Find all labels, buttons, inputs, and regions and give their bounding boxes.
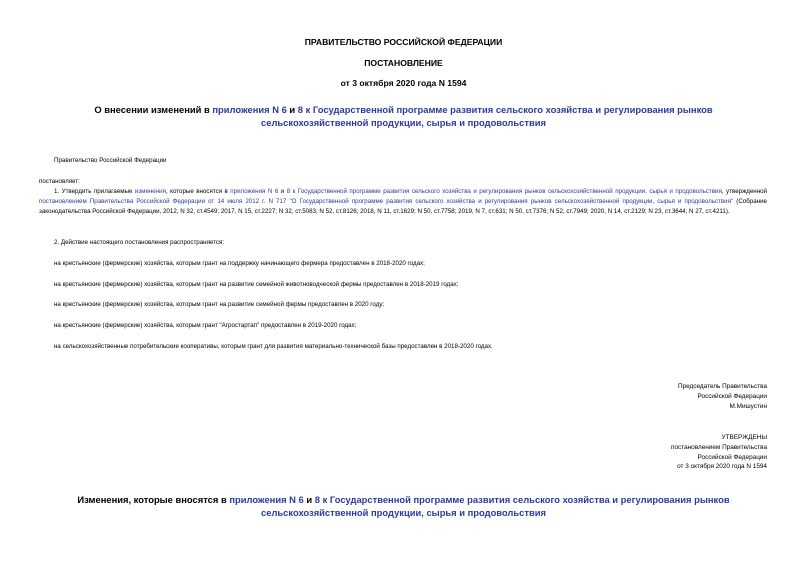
changes-title-link-appendix-6[interactable]: приложения N 6: [229, 494, 304, 505]
p1-link-changes[interactable]: изменения: [134, 188, 166, 195]
document-title: [60, 104, 747, 129]
title-text-1: О внесении изменений в: [94, 104, 213, 115]
list-item: на крестьянские (фермерские) хозяйства, которым грант на развитие семейной животноводческой фермы предоставлен в 2018-2019 годах;: [54, 281, 459, 288]
p1-text-a: 1. Утвердить прилагаемые: [54, 188, 135, 195]
list-item: на крестьянские (фермерские) хозяйства, которым грант на поддержку начинающего фермера предоставлен в 2018-2020 годах;: [54, 260, 425, 267]
p1-text-b: , которые вносятся в: [165, 188, 231, 195]
signature-country: Российской Федерации: [697, 392, 767, 400]
p1-link-appendix-8[interactable]: 8 к Государственной программе развития сельского хозяйства и регулирования рынков сельскохозяйственной продукции, сырья и продовольствия: [286, 188, 722, 195]
changes-title-text-1: Изменения, которые вносятся в: [77, 494, 230, 505]
approved-label: УТВЕРЖДЕНЫ: [721, 434, 767, 441]
list-item: на крестьянские (фермерские) хозяйства, которым грант на развитие семейной фермы предоставлен в 2020 году;: [54, 301, 385, 308]
signature-position: Председатель Правительства: [678, 383, 767, 390]
approved-by: постановлением Правительства: [671, 443, 767, 451]
title-text-2: и: [286, 104, 298, 115]
paragraph-2: 2. Действие настоящего постановления распространяется:: [54, 239, 225, 246]
document-type: ПОСТАНОВЛЕНИЕ: [364, 58, 443, 68]
p1-link-resolution-717[interactable]: постановлением Правительства Российской Федерации от 14 июля 2012 г. N 717 "О Государственной программе развития сельского хозяйства и регулирования рынков сельскохозяйственной продукции, сырья и продовольствия": [39, 197, 734, 205]
list-item: на крестьянские (фермерские) хозяйства, которым грант "Агростартап" предоставлен в 2019-2020 годах;: [54, 322, 357, 329]
changes-title: [55, 494, 752, 519]
intro-text: Правительство Российской Федерации: [54, 157, 167, 164]
document-date: от 3 октября 2020 года N 1594: [340, 78, 467, 88]
p1-text-e: (Собрание законодательства Российской Федерации, 2012, N 32, ст.4549; 2017, N 15, ст.2227; N 32, ст.5083; N 52, ст.8126; 2018, N 11, ст.1629; N 50, ст.7758; 2019, N 7, ст.631; N 50, ст.7376; N 52, ст.7949; 2020, N 14, ст.2129; N 23, ст.3644; N 27, ст.4211).: [39, 197, 767, 215]
p1-text-d: , утвержденной: [721, 188, 768, 195]
resolves-text: постановляет:: [39, 178, 80, 185]
p1-link-appendix-6[interactable]: приложения N 6: [230, 188, 279, 195]
signature-name: М.Мишустин: [729, 402, 767, 410]
title-link-appendix-8[interactable]: 8 к Государственной программе развития сельского хозяйства и регулирования рынков сельскохозяйственной продукции, сырья и продовольствия: [261, 104, 713, 128]
title-link-appendix-6[interactable]: приложения N 6: [212, 104, 287, 115]
list-item: на сельскохозяйственные потребительские кооперативы, которым грант для развития материально-технической базы предоставлен в 2018-2020 годах.: [54, 343, 493, 350]
approved-country: Российской Федерации: [697, 453, 767, 461]
approved-date: от 3 октября 2020 года N 1594: [677, 463, 767, 471]
p1-text-c: и: [278, 188, 287, 195]
changes-title-link-appendix-8[interactable]: 8 к Государственной программе развития сельского хозяйства и регулирования рынков сельскохозяйственной продукции, сырья и продовольствия: [261, 494, 730, 518]
government-heading: ПРАВИТЕЛЬСТВО РОССИЙСКОЙ ФЕДЕРАЦИИ: [304, 37, 503, 47]
approved-block: [671, 433, 767, 472]
signature-block: [678, 382, 767, 411]
changes-title-text-2: и: [303, 494, 315, 505]
paragraph-1: [39, 187, 767, 216]
